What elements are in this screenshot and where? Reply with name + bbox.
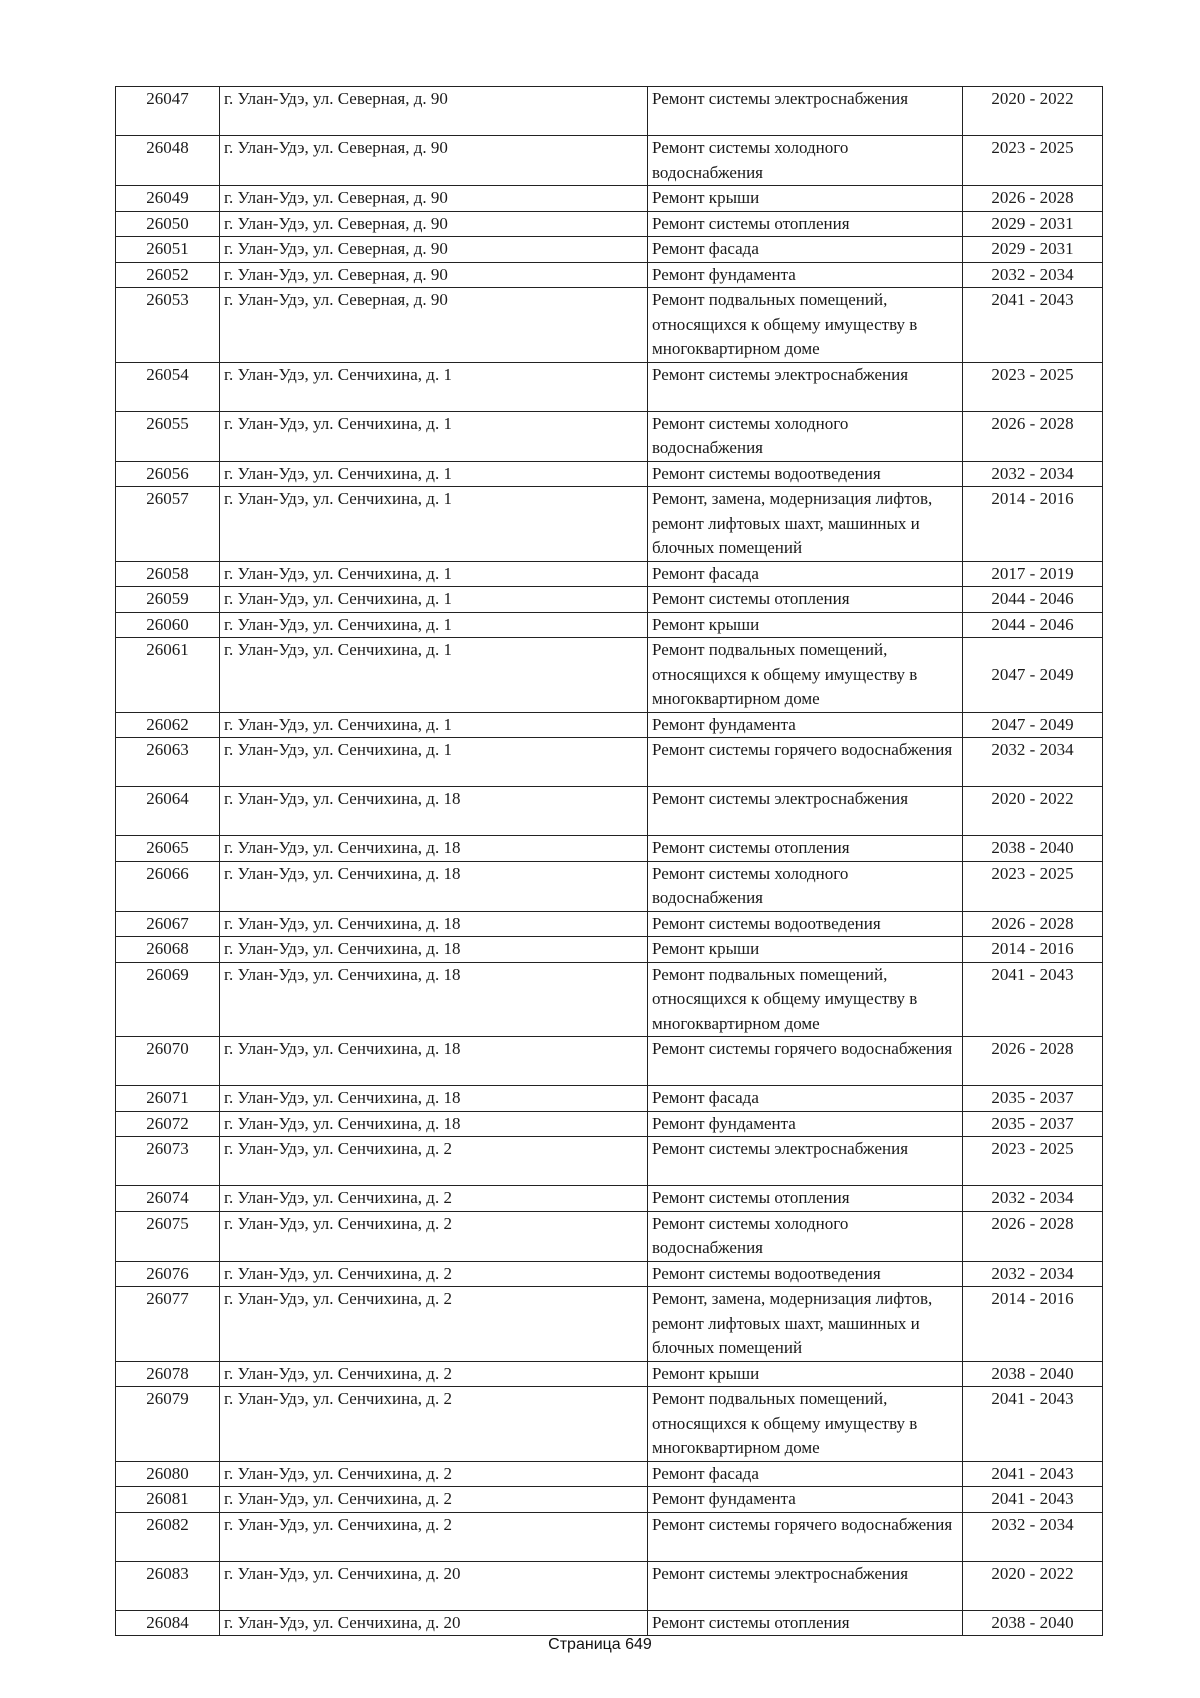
row-years-cell: 2023 - 2025	[963, 362, 1103, 411]
table-row	[116, 1610, 1103, 1636]
row-years-cell: 2017 - 2019	[963, 561, 1103, 587]
table-row	[116, 1137, 1103, 1186]
row-id-cell: 26078	[116, 1361, 220, 1387]
row-id-cell: 26053	[116, 288, 220, 363]
row-id-cell: 26047	[116, 87, 220, 136]
row-work-cell: Ремонт системы холодного водоснабжения	[648, 411, 963, 461]
row-work-cell: Ремонт системы водоотведения	[648, 911, 963, 937]
row-id-cell: 26051	[116, 237, 220, 263]
row-address-cell: г. Улан-Удэ, ул. Сенчихина, д. 18	[220, 962, 648, 1037]
row-years-cell: 2026 - 2028	[963, 1037, 1103, 1086]
table-row	[116, 638, 1103, 713]
row-address-cell: г. Улан-Удэ, ул. Сенчихина, д. 20	[220, 1561, 648, 1610]
row-work-cell: Ремонт фундамента	[648, 1487, 963, 1513]
row-work-cell: Ремонт крыши	[648, 937, 963, 963]
table-row	[116, 962, 1103, 1037]
row-work-cell: Ремонт системы горячего водоснабжения	[648, 1037, 963, 1086]
row-years-cell: 2014 - 2016	[963, 937, 1103, 963]
row-work-cell: Ремонт фундамента	[648, 1111, 963, 1137]
row-address-cell: г. Улан-Удэ, ул. Сенчихина, д. 2	[220, 1487, 648, 1513]
row-id-cell: 26075	[116, 1211, 220, 1261]
row-address-cell: г. Улан-Удэ, ул. Сенчихина, д. 18	[220, 861, 648, 911]
table-row	[116, 87, 1103, 136]
row-years-cell: 2044 - 2046	[963, 612, 1103, 638]
row-id-cell: 26077	[116, 1287, 220, 1362]
row-id-cell: 26082	[116, 1512, 220, 1561]
table-row	[116, 1461, 1103, 1487]
row-years-cell: 2038 - 2040	[963, 1610, 1103, 1636]
row-id-cell: 26064	[116, 787, 220, 836]
row-id-cell: 26057	[116, 487, 220, 562]
row-years-cell: 2020 - 2022	[963, 87, 1103, 136]
table-row	[116, 1387, 1103, 1462]
row-address-cell: г. Улан-Удэ, ул. Сенчихина, д. 1	[220, 612, 648, 638]
row-work-cell: Ремонт системы отопления	[648, 836, 963, 862]
row-id-cell: 26063	[116, 738, 220, 787]
row-years-cell: 2023 - 2025	[963, 861, 1103, 911]
row-work-cell: Ремонт системы холодного водоснабжения	[648, 861, 963, 911]
row-address-cell: г. Улан-Удэ, ул. Сенчихина, д. 2	[220, 1387, 648, 1462]
row-years-cell: 2032 - 2034	[963, 461, 1103, 487]
table-row	[116, 186, 1103, 212]
row-years-cell: 2041 - 2043	[963, 1487, 1103, 1513]
table-row	[116, 861, 1103, 911]
table-row	[116, 411, 1103, 461]
row-address-cell: г. Улан-Удэ, ул. Сенчихина, д. 2	[220, 1261, 648, 1287]
row-id-cell: 26052	[116, 262, 220, 288]
row-id-cell: 26049	[116, 186, 220, 212]
row-address-cell: г. Улан-Удэ, ул. Сенчихина, д. 2	[220, 1361, 648, 1387]
row-years-cell: 2032 - 2034	[963, 1186, 1103, 1212]
row-id-cell: 26068	[116, 937, 220, 963]
row-address-cell: г. Улан-Удэ, ул. Сенчихина, д. 1	[220, 638, 648, 713]
table-row	[116, 1287, 1103, 1362]
row-address-cell: г. Улан-Удэ, ул. Сенчихина, д. 1	[220, 738, 648, 787]
table-row	[116, 1512, 1103, 1561]
row-address-cell: г. Улан-Удэ, ул. Сенчихина, д. 18	[220, 1086, 648, 1112]
row-work-cell: Ремонт системы электроснабжения	[648, 87, 963, 136]
table-row	[116, 362, 1103, 411]
row-work-cell: Ремонт подвальных помещений, относящихся к общему имуществу в многоквартирном доме	[648, 1387, 963, 1462]
row-id-cell: 26050	[116, 211, 220, 237]
row-years-cell: 2026 - 2028	[963, 911, 1103, 937]
row-work-cell: Ремонт системы горячего водоснабжения	[648, 738, 963, 787]
row-id-cell: 26058	[116, 561, 220, 587]
row-work-cell: Ремонт, замена, модернизация лифтов, ремонт лифтовых шахт, машинных и блочных помещений	[648, 487, 963, 562]
row-work-cell: Ремонт фасада	[648, 561, 963, 587]
row-id-cell: 26079	[116, 1387, 220, 1462]
row-id-cell: 26069	[116, 962, 220, 1037]
row-work-cell: Ремонт системы электроснабжения	[648, 362, 963, 411]
row-work-cell: Ремонт крыши	[648, 186, 963, 212]
row-address-cell: г. Улан-Удэ, ул. Сенчихина, д. 18	[220, 1111, 648, 1137]
table-row	[116, 561, 1103, 587]
row-work-cell: Ремонт системы водоотведения	[648, 1261, 963, 1287]
row-years-cell: 2038 - 2040	[963, 1361, 1103, 1387]
row-address-cell: г. Улан-Удэ, ул. Сенчихина, д. 18	[220, 836, 648, 862]
row-work-cell: Ремонт системы водоотведения	[648, 461, 963, 487]
row-address-cell: г. Улан-Удэ, ул. Северная, д. 90	[220, 237, 648, 263]
row-id-cell: 26074	[116, 1186, 220, 1212]
row-id-cell: 26081	[116, 1487, 220, 1513]
table-row	[116, 461, 1103, 487]
table-body	[116, 87, 1103, 1636]
row-address-cell: г. Улан-Удэ, ул. Северная, д. 90	[220, 262, 648, 288]
row-years-cell: 2029 - 2031	[963, 237, 1103, 263]
row-work-cell: Ремонт системы холодного водоснабжения	[648, 1211, 963, 1261]
row-work-cell: Ремонт фундамента	[648, 712, 963, 738]
row-address-cell: г. Улан-Удэ, ул. Сенчихина, д. 2	[220, 1512, 648, 1561]
row-address-cell: г. Улан-Удэ, ул. Северная, д. 90	[220, 136, 648, 186]
row-id-cell: 26080	[116, 1461, 220, 1487]
row-years-cell: 2014 - 2016	[963, 487, 1103, 562]
row-address-cell: г. Улан-Удэ, ул. Сенчихина, д. 1	[220, 487, 648, 562]
row-address-cell: г. Улан-Удэ, ул. Сенчихина, д. 2	[220, 1186, 648, 1212]
table-row	[116, 1211, 1103, 1261]
row-years-cell: 2026 - 2028	[963, 1211, 1103, 1261]
table-row	[116, 211, 1103, 237]
row-years-cell: 2032 - 2034	[963, 738, 1103, 787]
row-work-cell: Ремонт фасада	[648, 1086, 963, 1112]
table-row	[116, 787, 1103, 836]
table-row	[116, 587, 1103, 613]
row-id-cell: 26070	[116, 1037, 220, 1086]
row-address-cell: г. Улан-Удэ, ул. Сенчихина, д. 2	[220, 1287, 648, 1362]
table-row	[116, 237, 1103, 263]
row-id-cell: 26066	[116, 861, 220, 911]
row-id-cell: 26071	[116, 1086, 220, 1112]
row-id-cell: 26072	[116, 1111, 220, 1137]
row-id-cell: 26065	[116, 836, 220, 862]
row-work-cell: Ремонт системы горячего водоснабжения	[648, 1512, 963, 1561]
row-id-cell: 26084	[116, 1610, 220, 1636]
row-years-cell: 2044 - 2046	[963, 587, 1103, 613]
row-years-cell: 2020 - 2022	[963, 787, 1103, 836]
row-work-cell: Ремонт крыши	[648, 612, 963, 638]
row-work-cell: Ремонт системы отопления	[648, 1610, 963, 1636]
table-row	[116, 1086, 1103, 1112]
table-row	[116, 712, 1103, 738]
row-work-cell: Ремонт системы электроснабжения	[648, 1561, 963, 1610]
row-address-cell: г. Улан-Удэ, ул. Сенчихина, д. 1	[220, 362, 648, 411]
row-work-cell: Ремонт фасада	[648, 1461, 963, 1487]
row-address-cell: г. Улан-Удэ, ул. Сенчихина, д. 1	[220, 587, 648, 613]
row-work-cell: Ремонт, замена, модернизация лифтов, ремонт лифтовых шахт, машинных и блочных помещений	[648, 1287, 963, 1362]
row-work-cell: Ремонт подвальных помещений, относящихся к общему имуществу в многоквартирном доме	[648, 638, 963, 713]
row-id-cell: 26076	[116, 1261, 220, 1287]
row-work-cell: Ремонт фундамента	[648, 262, 963, 288]
row-work-cell: Ремонт подвальных помещений, относящихся к общему имуществу в многоквартирном доме	[648, 962, 963, 1037]
row-id-cell: 26083	[116, 1561, 220, 1610]
row-address-cell: г. Улан-Удэ, ул. Сенчихина, д. 1	[220, 461, 648, 487]
row-years-cell: 2047 - 2049	[963, 638, 1103, 713]
row-id-cell: 26054	[116, 362, 220, 411]
row-address-cell: г. Улан-Удэ, ул. Сенчихина, д. 1	[220, 411, 648, 461]
row-address-cell: г. Улан-Удэ, ул. Сенчихина, д. 18	[220, 1037, 648, 1086]
row-address-cell: г. Улан-Удэ, ул. Сенчихина, д. 2	[220, 1461, 648, 1487]
row-years-cell: 2023 - 2025	[963, 136, 1103, 186]
row-years-cell: 2023 - 2025	[963, 1137, 1103, 1186]
table-row	[116, 911, 1103, 937]
row-years-cell: 2032 - 2034	[963, 262, 1103, 288]
table-row	[116, 738, 1103, 787]
row-address-cell: г. Улан-Удэ, ул. Сенчихина, д. 20	[220, 1610, 648, 1636]
row-years-cell: 2032 - 2034	[963, 1261, 1103, 1287]
row-work-cell: Ремонт крыши	[648, 1361, 963, 1387]
row-work-cell: Ремонт системы холодного водоснабжения	[648, 136, 963, 186]
row-address-cell: г. Улан-Удэ, ул. Сенчихина, д. 18	[220, 937, 648, 963]
row-id-cell: 26055	[116, 411, 220, 461]
row-id-cell: 26061	[116, 638, 220, 713]
row-work-cell: Ремонт подвальных помещений, относящихся к общему имуществу в многоквартирном доме	[648, 288, 963, 363]
row-years-cell: 2032 - 2034	[963, 1512, 1103, 1561]
row-years-cell: 2035 - 2037	[963, 1111, 1103, 1137]
row-address-cell: г. Улан-Удэ, ул. Северная, д. 90	[220, 186, 648, 212]
row-years-cell: 2041 - 2043	[963, 962, 1103, 1037]
page-number: Страница 649	[548, 1636, 652, 1653]
row-address-cell: г. Улан-Удэ, ул. Сенчихина, д. 18	[220, 911, 648, 937]
table-row	[116, 487, 1103, 562]
row-years-cell: 2014 - 2016	[963, 1287, 1103, 1362]
table-row	[116, 1037, 1103, 1086]
row-work-cell: Ремонт системы отопления	[648, 211, 963, 237]
row-years-cell: 2029 - 2031	[963, 211, 1103, 237]
row-id-cell: 26062	[116, 712, 220, 738]
table-row	[116, 836, 1103, 862]
row-address-cell: г. Улан-Удэ, ул. Сенчихина, д. 1	[220, 561, 648, 587]
table-row	[116, 612, 1103, 638]
row-work-cell: Ремонт системы электроснабжения	[648, 1137, 963, 1186]
row-work-cell: Ремонт системы отопления	[648, 1186, 963, 1212]
table-row	[116, 1487, 1103, 1513]
row-work-cell: Ремонт системы отопления	[648, 587, 963, 613]
row-id-cell: 26059	[116, 587, 220, 613]
row-years-cell: 2035 - 2037	[963, 1086, 1103, 1112]
row-id-cell: 26056	[116, 461, 220, 487]
row-address-cell: г. Улан-Удэ, ул. Сенчихина, д. 18	[220, 787, 648, 836]
row-address-cell: г. Улан-Удэ, ул. Сенчихина, д. 2	[220, 1211, 648, 1261]
table-row	[116, 288, 1103, 363]
table-row	[116, 1561, 1103, 1610]
row-years-cell: 2038 - 2040	[963, 836, 1103, 862]
row-id-cell: 26060	[116, 612, 220, 638]
table-row	[116, 1361, 1103, 1387]
row-years-cell: 2047 - 2049	[963, 712, 1103, 738]
table-row	[116, 136, 1103, 186]
table-row	[116, 262, 1103, 288]
row-address-cell: г. Улан-Удэ, ул. Северная, д. 90	[220, 288, 648, 363]
table-row	[116, 1186, 1103, 1212]
row-address-cell: г. Улан-Удэ, ул. Сенчихина, д. 1	[220, 712, 648, 738]
row-years-cell: 2041 - 2043	[963, 288, 1103, 363]
row-work-cell: Ремонт системы электроснабжения	[648, 787, 963, 836]
row-id-cell: 26073	[116, 1137, 220, 1186]
row-work-cell: Ремонт фасада	[648, 237, 963, 263]
row-years-cell: 2041 - 2043	[963, 1461, 1103, 1487]
row-address-cell: г. Улан-Удэ, ул. Северная, д. 90	[220, 87, 648, 136]
row-years-cell: 2041 - 2043	[963, 1387, 1103, 1462]
row-years-cell: 2020 - 2022	[963, 1561, 1103, 1610]
row-years-cell: 2026 - 2028	[963, 186, 1103, 212]
table-row	[116, 1261, 1103, 1287]
row-address-cell: г. Улан-Удэ, ул. Сенчихина, д. 2	[220, 1137, 648, 1186]
row-address-cell: г. Улан-Удэ, ул. Северная, д. 90	[220, 211, 648, 237]
repair-schedule-table	[115, 86, 1103, 1636]
table-row	[116, 1111, 1103, 1137]
table-row	[116, 937, 1103, 963]
row-id-cell: 26048	[116, 136, 220, 186]
row-years-cell: 2026 - 2028	[963, 411, 1103, 461]
row-id-cell: 26067	[116, 911, 220, 937]
